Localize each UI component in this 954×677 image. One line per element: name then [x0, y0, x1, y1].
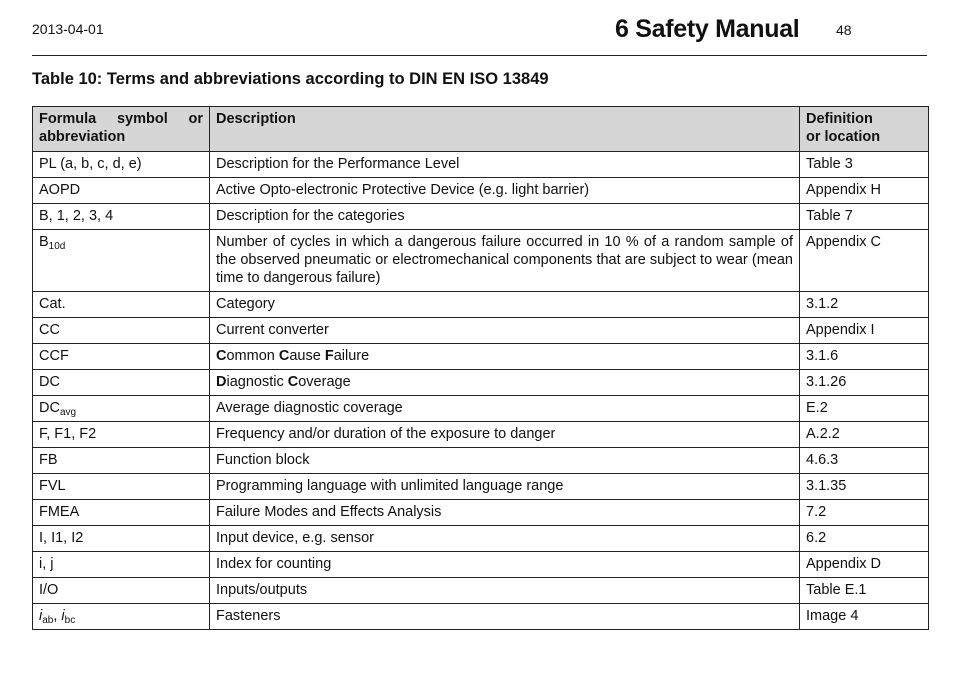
symbol-subscript: 10d: [48, 241, 66, 252]
table-row: [33, 204, 929, 230]
symbol-cell: [33, 230, 210, 292]
table-caption: Table 10: Terms and abbreviations according to DIN EN ISO 13849: [32, 70, 549, 88]
location-cell: Appendix D: [800, 552, 929, 578]
location-cell: Appendix I: [800, 318, 929, 344]
symbol-cell: I/O: [33, 578, 210, 604]
description-cell: Inputs/outputs: [210, 578, 800, 604]
page-date: 2013-04-01: [32, 21, 104, 37]
location-cell: E.2: [800, 396, 929, 422]
symbol-cell: PL (a, b, c, d, e): [33, 152, 210, 178]
symbol-cell: I, I1, I2: [33, 526, 210, 552]
description-cell: Category: [210, 292, 800, 318]
location-cell: 7.2: [800, 500, 929, 526]
description-cell: Function block: [210, 448, 800, 474]
symbol-cell: i, j: [33, 552, 210, 578]
description-cell: Description for the Performance Level: [210, 152, 800, 178]
table-row: [33, 370, 929, 396]
description-cell: Input device, e.g. sensor: [210, 526, 800, 552]
table-row: [33, 178, 929, 204]
location-cell: Appendix C: [800, 230, 929, 292]
table-row: [33, 422, 929, 448]
table-row: [33, 578, 929, 604]
table-row: [33, 318, 929, 344]
symbol-subscript: avg: [59, 407, 77, 418]
table-row: [33, 500, 929, 526]
location-cell: Table 7: [800, 204, 929, 230]
location-cell: Table 3: [800, 152, 929, 178]
location-cell: 3.1.6: [800, 344, 929, 370]
symbol-cell: FVL: [33, 474, 210, 500]
location-cell: Image 4: [800, 604, 929, 630]
description-cell: Number of cycles in which a dangerous failure occurred in 10 % of a random sample of the observed pneumatic or electromechanical components that are subject to wear (mean time to dangerous failure): [210, 230, 800, 292]
location-cell: Table E.1: [800, 578, 929, 604]
page-number: 48: [836, 22, 852, 38]
symbol-cell: FB: [33, 448, 210, 474]
location-cell: 4.6.3: [800, 448, 929, 474]
symbol-cell: F, F1, F2: [33, 422, 210, 448]
description-cell: Description for the categories: [210, 204, 800, 230]
table-header-row: [33, 107, 929, 152]
table-row: [33, 552, 929, 578]
description-cell: Current converter: [210, 318, 800, 344]
symbol-text: B: [39, 234, 49, 250]
description-cell: Active Opto-electronic Protective Device (e.g. light barrier): [210, 178, 800, 204]
symbol-cell: DC: [33, 370, 210, 396]
symbol-subscript: bc: [64, 615, 76, 626]
symbol-cell: [33, 396, 210, 422]
terms-table: [32, 106, 929, 630]
table-row: [33, 604, 929, 630]
symbol-cell: AOPD: [33, 178, 210, 204]
symbol-separator: ,: [53, 608, 62, 624]
location-cell: Appendix H: [800, 178, 929, 204]
symbol-cell: CC: [33, 318, 210, 344]
table-row: [33, 292, 929, 318]
column-header-symbol: Formula symbol or abbreviation: [33, 107, 210, 152]
description-cell: Index for counting: [210, 552, 800, 578]
table-row: [33, 230, 929, 292]
symbol-text: DC: [39, 400, 60, 416]
table-row: [33, 448, 929, 474]
location-cell: 3.1.2: [800, 292, 929, 318]
table-row: [33, 526, 929, 552]
symbol-cell: [33, 604, 210, 630]
table-row: [33, 396, 929, 422]
symbol-cell: B, 1, 2, 3, 4: [33, 204, 210, 230]
header-rule: [32, 55, 927, 56]
symbol-text: i: [61, 608, 65, 624]
description-cell: Common Cause Failure: [210, 344, 800, 370]
symbol-cell: CCF: [33, 344, 210, 370]
symbol-subscript: ab: [42, 615, 54, 626]
location-cell: 6.2: [800, 526, 929, 552]
description-cell: Fasteners: [210, 604, 800, 630]
description-cell: Failure Modes and Effects Analysis: [210, 500, 800, 526]
description-cell: Programming language with unlimited language range: [210, 474, 800, 500]
description-cell: Diagnostic Coverage: [210, 370, 800, 396]
description-cell: Average diagnostic coverage: [210, 396, 800, 422]
table-row: [33, 474, 929, 500]
description-cell: Frequency and/or duration of the exposure to danger: [210, 422, 800, 448]
location-cell: A.2.2: [800, 422, 929, 448]
symbol-cell: Cat.: [33, 292, 210, 318]
column-header-location: Definition or location: [800, 107, 929, 152]
column-header-description: Description: [210, 107, 800, 152]
symbol-text: i: [39, 608, 43, 624]
symbol-cell: FMEA: [33, 500, 210, 526]
location-cell: 3.1.26: [800, 370, 929, 396]
page-title: 6 Safety Manual: [615, 15, 800, 43]
location-cell: 3.1.35: [800, 474, 929, 500]
table-row: [33, 344, 929, 370]
table-row: [33, 152, 929, 178]
